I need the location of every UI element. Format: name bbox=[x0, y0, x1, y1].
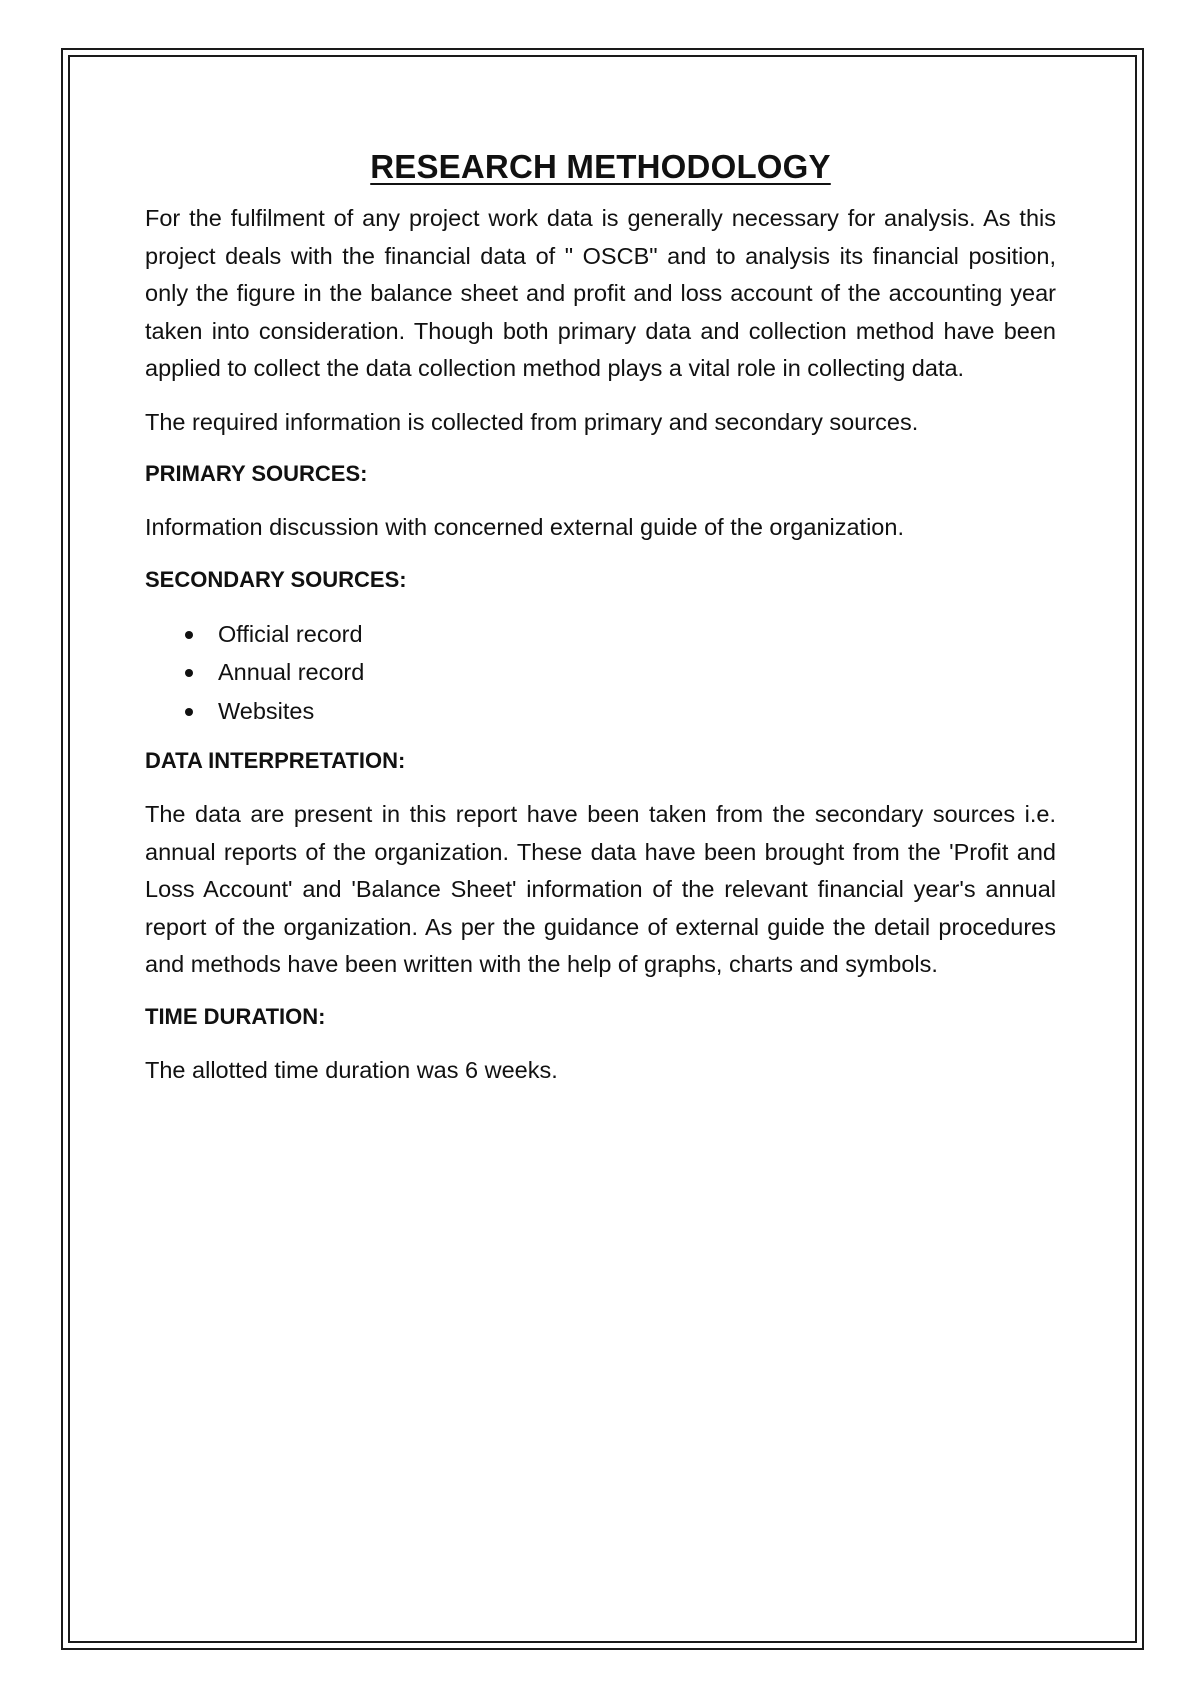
sources-paragraph: The required information is collected from primary and secondary sources. bbox=[145, 408, 919, 435]
list-item bbox=[145, 653, 1056, 692]
bullet-icon bbox=[185, 669, 193, 677]
list-item-label: Websites bbox=[218, 697, 315, 724]
document-body bbox=[145, 148, 1056, 1105]
data-interpretation-heading: DATA INTERPRETATION: bbox=[145, 748, 406, 773]
list-item bbox=[145, 692, 1056, 731]
secondary-sources-heading: SECONDARY SOURCES: bbox=[145, 566, 407, 592]
bullet-icon bbox=[185, 631, 193, 639]
list-item bbox=[145, 615, 1056, 654]
list-item-label: Official record bbox=[218, 620, 363, 647]
primary-sources-heading: PRIMARY SOURCES: bbox=[145, 461, 368, 486]
page-title: RESEARCH METHODOLOGY bbox=[370, 148, 831, 185]
time-duration-text: The allotted time duration was 6 weeks. bbox=[145, 1056, 558, 1083]
secondary-sources-list bbox=[145, 615, 1056, 731]
data-interpretation-text: The data are present in this report have been taken from the secondary sources i.e. annual reports of the organization. These data have been brought from the 'Profit and Loss Account' and 'Balance Sheet' information of the relevant financial year's annual report of the organization. As per the guidance of external guide the detail procedures and methods have been written with the help of graphs, charts and symbols. bbox=[145, 801, 1056, 977]
list-item-label: Annual record bbox=[218, 659, 365, 685]
time-duration-heading: TIME DURATION: bbox=[145, 1003, 326, 1029]
intro-paragraph: For the fulfilment of any project work data is generally necessary for analysis. As this project deals with the financial data of " OSCB" and to analysis its financial position, only the figure in the balance sheet and profit and loss account of the accounting year taken into consideration. Though both primary data and collection method have been applied to collect the data collection method plays a vital role in collecting data. bbox=[145, 205, 1056, 381]
primary-sources-text: Information discussion with concerned external guide of the organization. bbox=[145, 514, 904, 540]
bullet-icon bbox=[185, 708, 193, 716]
